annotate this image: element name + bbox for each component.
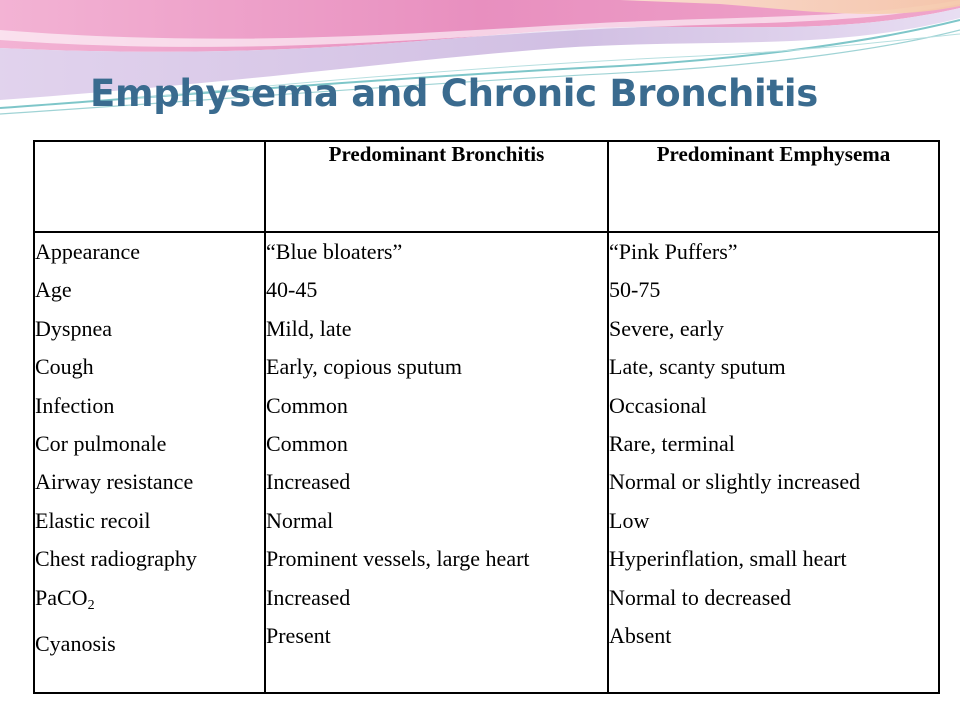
bronchitis-dyspnea: Mild, late: [266, 315, 352, 341]
emphysema-paco2: Normal to decreased: [609, 584, 792, 610]
feature-paco2: [35, 579, 264, 625]
comparison-table: [33, 140, 940, 694]
emphysema-airway-resistance: Normal or slightly increased: [609, 469, 861, 495]
table-header-row: [34, 141, 939, 232]
header-bronchitis: Predominant Bronchitis: [265, 141, 608, 232]
bronchitis-column: [265, 232, 608, 693]
feature-cor-pulmonale: Cor pulmonale: [35, 431, 167, 457]
header-empty-cell: [34, 141, 265, 232]
bronchitis-cor-pulmonale: Common: [266, 431, 348, 457]
feature-paco2-base: PaCO: [35, 584, 88, 610]
feature-age: Age: [35, 277, 72, 303]
emphysema-infection: Occasional: [609, 392, 707, 418]
slide-title: Emphysema and Chronic Bronchitis: [90, 72, 818, 115]
emphysema-elastic-recoil: Low: [609, 507, 650, 533]
bronchitis-paco2: Increased: [266, 584, 351, 610]
table-body-row: [34, 232, 939, 693]
bronchitis-appearance: “Blue bloaters”: [266, 239, 403, 264]
header-emphysema: Predominant Emphysema: [608, 141, 939, 232]
feature-cyanosis: Cyanosis: [35, 631, 116, 657]
emphysema-column: [608, 232, 939, 693]
feature-dyspnea: Dyspnea: [35, 315, 112, 341]
feature-infection: Infection: [35, 392, 115, 418]
feature-appearance: Appearance: [35, 239, 141, 264]
feature-chest-radiography: Chest radiography: [35, 546, 197, 572]
features-column: [34, 232, 265, 693]
emphysema-chest-radiography: Hyperinflation, small heart: [609, 546, 847, 572]
emphysema-age: 50-75: [609, 277, 661, 303]
bronchitis-airway-resistance: Increased: [266, 469, 351, 495]
bronchitis-chest-radiography: Prominent vessels, large heart: [266, 546, 530, 572]
emphysema-appearance: “Pink Puffers”: [609, 239, 738, 264]
emphysema-cor-pulmonale: Rare, terminal: [609, 431, 735, 457]
emphysema-cyanosis: Absent: [609, 623, 672, 649]
bronchitis-cough: Early, copious sputum: [266, 354, 462, 380]
bronchitis-infection: Common: [266, 392, 348, 418]
feature-airway-resistance: Airway resistance: [35, 469, 194, 495]
feature-cough: Cough: [35, 354, 94, 380]
feature-elastic-recoil: Elastic recoil: [35, 507, 151, 533]
bronchitis-age: 40-45: [266, 277, 318, 303]
bronchitis-elastic-recoil: Normal: [266, 507, 334, 533]
emphysema-dyspnea: Severe, early: [609, 315, 724, 341]
emphysema-cough: Late, scanty sputum: [609, 354, 786, 380]
bronchitis-cyanosis: Present: [266, 623, 331, 649]
feature-paco2-subscript: 2: [87, 597, 95, 613]
